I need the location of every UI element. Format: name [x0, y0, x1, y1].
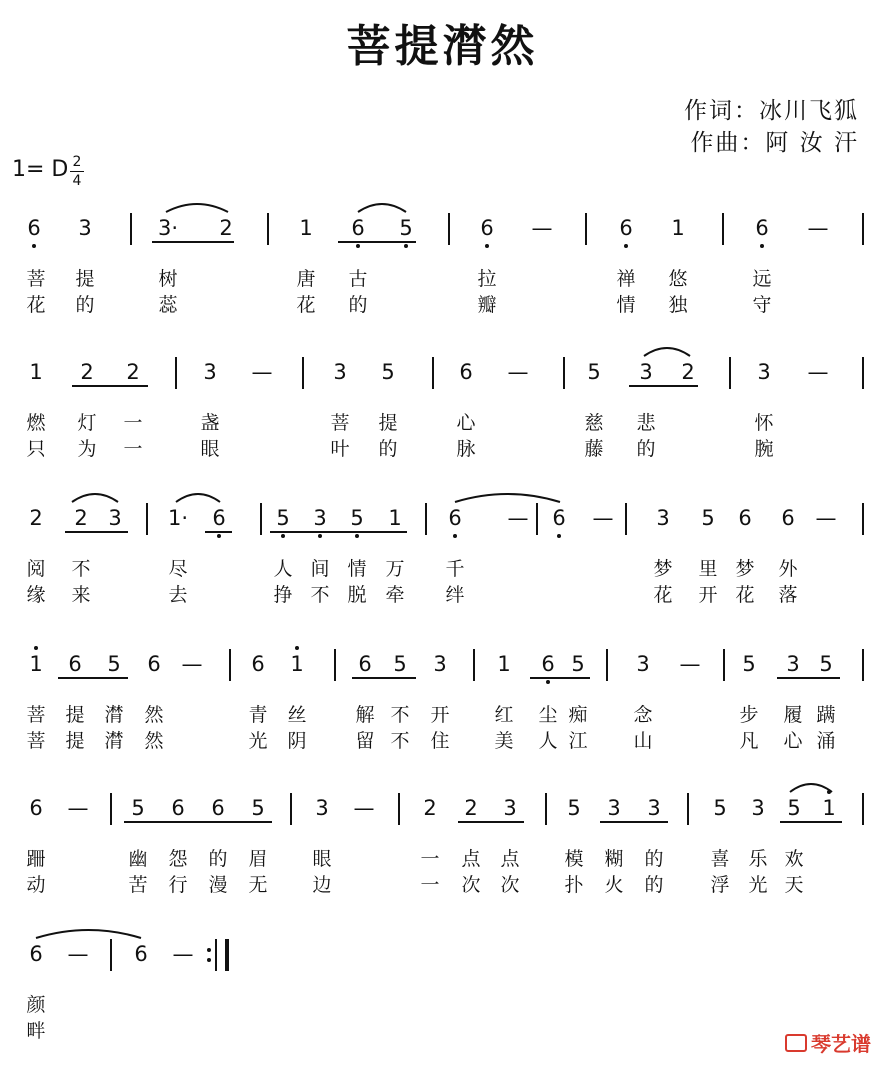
lyric-verse2: 的	[644, 874, 664, 896]
lyric-verse1: 眼	[312, 848, 332, 870]
note: 1	[497, 652, 511, 676]
lyric-verse1: 蹒	[816, 704, 836, 726]
time-signature-bottom: 4	[72, 173, 82, 189]
note: 3	[607, 796, 621, 820]
lyric-verse1: 提	[75, 268, 95, 290]
lyric-verse2: 的	[348, 294, 368, 316]
dash-note: —	[67, 796, 89, 820]
note: 5	[393, 652, 407, 676]
lyric-verse1: 千	[445, 558, 465, 580]
lyric-verse1: 树	[158, 268, 178, 290]
note: 5	[713, 796, 727, 820]
lyric-verse2: 叶	[330, 438, 350, 460]
lyric-verse1: 阅	[26, 558, 46, 580]
composer-credit: 作曲：阿 汝 汗	[690, 130, 859, 156]
lyric-verse1: 提	[378, 412, 398, 434]
note: 5	[350, 506, 364, 530]
lyric-verse2: 腕	[754, 438, 774, 460]
lyric-verse2: 天	[784, 874, 804, 896]
lyric-verse1: 的	[644, 848, 664, 870]
lyric-verse2: 美	[494, 730, 514, 752]
lyric-verse1: 痴	[568, 704, 588, 726]
lyric-verse1: 跚	[26, 848, 46, 870]
lyric-verse1: 慈	[584, 412, 604, 434]
lyric-verse1: 青	[248, 704, 268, 726]
lyric-verse2: 动	[26, 874, 46, 896]
song-title: 菩提潸然	[346, 21, 539, 72]
slur-arc	[644, 348, 690, 356]
slur-arc	[790, 784, 832, 792]
lyric-verse1: 点	[500, 848, 520, 870]
note: 1	[822, 796, 836, 820]
note: 6	[755, 216, 769, 240]
lyric-verse1: 眉	[248, 848, 268, 870]
note: 6	[541, 652, 555, 676]
lyric-verse2: 一	[420, 874, 440, 896]
note: 6	[738, 506, 752, 530]
lyric-verse1: 颜	[26, 994, 46, 1016]
watermark	[785, 1028, 871, 1057]
lyric-verse2: 一	[123, 438, 143, 460]
note: 5	[571, 652, 585, 676]
note: 5	[131, 796, 145, 820]
lyric-verse1: 不	[71, 558, 91, 580]
slur-arc	[36, 930, 141, 938]
lyric-verse1: 一	[123, 412, 143, 434]
note: 1	[299, 216, 313, 240]
key-signature: 1= D	[12, 157, 69, 182]
lyric-verse2: 阴	[287, 730, 307, 752]
note: 6	[29, 796, 43, 820]
dash-note: —	[679, 652, 701, 676]
lyric-verse1: 禅	[616, 268, 636, 290]
lyric-verse1: 不	[390, 704, 410, 726]
dash-note: —	[67, 942, 89, 966]
note: 3	[78, 216, 92, 240]
lyric-verse1: 外	[778, 558, 798, 580]
lyric-verse2: 提	[65, 730, 85, 752]
lyric-verse2: 涌	[816, 730, 836, 752]
note: 3·	[157, 216, 179, 240]
note: 2	[423, 796, 437, 820]
lyric-verse1: 古	[348, 268, 368, 290]
lyric-verse2: 住	[430, 730, 450, 752]
note: 5	[701, 506, 715, 530]
lyric-verse2: 眼	[200, 438, 220, 460]
note: 1	[29, 360, 43, 384]
lyric-verse2: 花	[735, 584, 755, 606]
lyricist-credit: 作词：冰川飞狐	[684, 98, 859, 124]
lyric-verse2: 来	[71, 584, 91, 606]
note: 6	[448, 506, 462, 530]
note: 3	[757, 360, 771, 384]
lyric-verse2: 江	[568, 730, 588, 752]
lyric-verse1: 欢	[784, 848, 804, 870]
note: 6	[552, 506, 566, 530]
lyric-verse1: 悠	[668, 268, 688, 290]
lyric-verse2: 花	[26, 294, 46, 316]
note: 3	[639, 360, 653, 384]
note: 5	[399, 216, 413, 240]
time-signature-top: 2	[72, 154, 82, 170]
lyric-verse2: 扑	[564, 874, 584, 896]
note: 2	[126, 360, 140, 384]
lyric-verse1: 解	[355, 704, 375, 726]
lyric-verse2: 绊	[445, 584, 465, 606]
note: 5	[107, 652, 121, 676]
lyric-verse1: 一	[420, 848, 440, 870]
lyric-verse1: 梦	[735, 558, 755, 580]
dash-note: —	[807, 360, 829, 384]
lyric-verse2: 瓣	[477, 294, 497, 316]
lyric-verse2: 缘	[26, 584, 46, 606]
lyric-verse1: 灯	[77, 412, 97, 434]
note: 1·	[167, 506, 189, 530]
note: 6	[211, 796, 225, 820]
lyric-verse1: 人	[273, 558, 293, 580]
note: 6	[619, 216, 633, 240]
note: 2	[74, 506, 88, 530]
note: 6	[358, 652, 372, 676]
note: 2	[464, 796, 478, 820]
lyric-verse1: 拉	[477, 268, 497, 290]
note: 3	[503, 796, 517, 820]
lyric-verse1: 怀	[754, 412, 774, 434]
note: 6	[27, 216, 41, 240]
lyric-verse1: 提	[65, 704, 85, 726]
dash-note: —	[181, 652, 203, 676]
lyric-verse2: 留	[355, 730, 375, 752]
slur-arc	[72, 494, 118, 502]
lyric-verse1: 念	[633, 704, 653, 726]
note: 6	[480, 216, 494, 240]
lyric-verse2: 凡	[739, 730, 759, 752]
watermark-text: 琴艺谱	[811, 1032, 871, 1056]
lyric-verse2: 火	[604, 874, 624, 896]
lyric-verse2: 漫	[208, 874, 228, 896]
dash-note: —	[353, 796, 375, 820]
note: 3	[636, 652, 650, 676]
lyric-verse2: 光	[248, 730, 268, 752]
lyric-verse2: 开	[698, 584, 718, 606]
lyric-verse2: 蕊	[158, 294, 178, 316]
lyric-verse1: 菩	[26, 268, 46, 290]
note: 5	[381, 360, 395, 384]
lyric-verse1: 履	[783, 704, 803, 726]
lyric-verse1: 模	[564, 848, 584, 870]
lyric-verse1: 里	[698, 558, 718, 580]
dash-note: —	[172, 942, 194, 966]
lyric-verse1: 尽	[168, 558, 188, 580]
note: 3	[313, 506, 327, 530]
lyric-verse1: 燃	[26, 412, 46, 434]
note: 5	[787, 796, 801, 820]
lyric-verse1: 梦	[653, 558, 673, 580]
lyric-verse2: 潸	[104, 730, 124, 752]
lyric-verse2: 苦	[128, 874, 148, 896]
lyric-verse2: 人	[538, 730, 558, 752]
lyric-verse1: 糊	[604, 848, 624, 870]
lyric-verse2: 为	[77, 438, 97, 460]
note: 3	[203, 360, 217, 384]
lyric-verse2: 心	[783, 730, 803, 752]
lyric-verse2: 独	[668, 294, 688, 316]
lyric-verse2: 畔	[26, 1020, 46, 1042]
lyric-verse1: 幽	[128, 848, 148, 870]
note: 6	[29, 942, 43, 966]
note: 6	[171, 796, 185, 820]
lyric-verse1: 潸	[104, 704, 124, 726]
note: 6	[781, 506, 795, 530]
note: 5	[567, 796, 581, 820]
lyric-verse2: 光	[748, 874, 768, 896]
lyric-verse2: 花	[296, 294, 316, 316]
lyric-verse2: 边	[312, 874, 332, 896]
note: 6	[147, 652, 161, 676]
lyric-verse1: 怨	[168, 848, 188, 870]
lyric-verse2: 山	[633, 730, 653, 752]
lyric-verse1: 心	[456, 412, 476, 434]
note: 5	[276, 506, 290, 530]
slur-arc	[166, 204, 228, 212]
lyric-verse2: 次	[500, 874, 520, 896]
lyric-verse2: 不	[310, 584, 330, 606]
lyric-verse2: 的	[75, 294, 95, 316]
slur-arc	[176, 494, 220, 502]
lyric-verse2: 落	[778, 584, 798, 606]
lyric-verse2: 的	[378, 438, 398, 460]
lyric-verse2: 守	[752, 294, 772, 316]
note: 3	[647, 796, 661, 820]
lyric-verse2: 行	[168, 874, 188, 896]
lyric-verse1: 盏	[200, 412, 220, 434]
lyric-verse2: 脉	[456, 438, 476, 460]
lyric-verse2: 只	[26, 438, 46, 460]
lyric-verse2: 脱	[347, 584, 367, 606]
lyric-verse1: 悲	[636, 412, 656, 434]
note: 2	[219, 216, 233, 240]
note: 5	[251, 796, 265, 820]
dash-note: —	[531, 216, 553, 240]
lyric-verse2: 情	[616, 294, 636, 316]
dash-note: —	[507, 506, 529, 530]
lyric-verse1: 然	[144, 704, 164, 726]
lyric-verse1: 丝	[287, 704, 307, 726]
lyric-verse2: 挣	[273, 584, 293, 606]
note: 1	[671, 216, 685, 240]
lyric-verse1: 唐	[296, 268, 316, 290]
note: 1	[290, 652, 304, 676]
dash-note: —	[507, 360, 529, 384]
lyric-verse1: 喜	[710, 848, 730, 870]
slur-arc	[358, 204, 406, 212]
lyric-verse1: 点	[461, 848, 481, 870]
lyric-verse1: 菩	[330, 412, 350, 434]
lyric-verse1: 的	[208, 848, 228, 870]
lyric-verse1: 情	[347, 558, 367, 580]
lyric-verse2: 无	[248, 874, 268, 896]
note: 6	[212, 506, 226, 530]
music-logo-icon	[785, 1034, 807, 1052]
lyric-verse2: 的	[636, 438, 656, 460]
lyric-verse2: 不	[390, 730, 410, 752]
lyric-verse1: 万	[385, 558, 405, 580]
note: 6	[351, 216, 365, 240]
lyric-verse1: 乐	[748, 848, 768, 870]
dash-note: —	[592, 506, 614, 530]
lyric-verse2: 次	[461, 874, 481, 896]
note: 1	[29, 652, 43, 676]
lyric-verse2: 牵	[385, 584, 405, 606]
note: 2	[29, 506, 43, 530]
lyric-verse1: 开	[430, 704, 450, 726]
lyric-verse2: 菩	[26, 730, 46, 752]
note: 6	[68, 652, 82, 676]
slur-arc	[455, 494, 560, 502]
dash-note: —	[807, 216, 829, 240]
dash-note: —	[815, 506, 837, 530]
lyric-verse2: 去	[168, 584, 188, 606]
lyric-verse1: 间	[310, 558, 330, 580]
lyric-verse2: 然	[144, 730, 164, 752]
note: 5	[742, 652, 756, 676]
lyric-verse1: 步	[739, 704, 759, 726]
lyric-verse2: 浮	[710, 874, 730, 896]
lyric-verse1: 远	[752, 268, 772, 290]
note: 3	[656, 506, 670, 530]
note: 5	[819, 652, 833, 676]
dash-note: —	[251, 360, 273, 384]
note: 3	[333, 360, 347, 384]
lyric-verse2: 花	[653, 584, 673, 606]
note: 3	[751, 796, 765, 820]
note: 2	[681, 360, 695, 384]
note: 3	[315, 796, 329, 820]
note: 6	[134, 942, 148, 966]
lyric-verse1: 菩	[26, 704, 46, 726]
lyric-verse2: 藤	[584, 438, 604, 460]
note: 5	[587, 360, 601, 384]
note: 3	[108, 506, 122, 530]
lyric-verse1: 红	[494, 704, 514, 726]
note: 6	[251, 652, 265, 676]
lyric-verse1: 尘	[538, 704, 558, 726]
note: 2	[80, 360, 94, 384]
note: 3	[433, 652, 447, 676]
note: 1	[388, 506, 402, 530]
note: 6	[459, 360, 473, 384]
note: 3	[786, 652, 800, 676]
